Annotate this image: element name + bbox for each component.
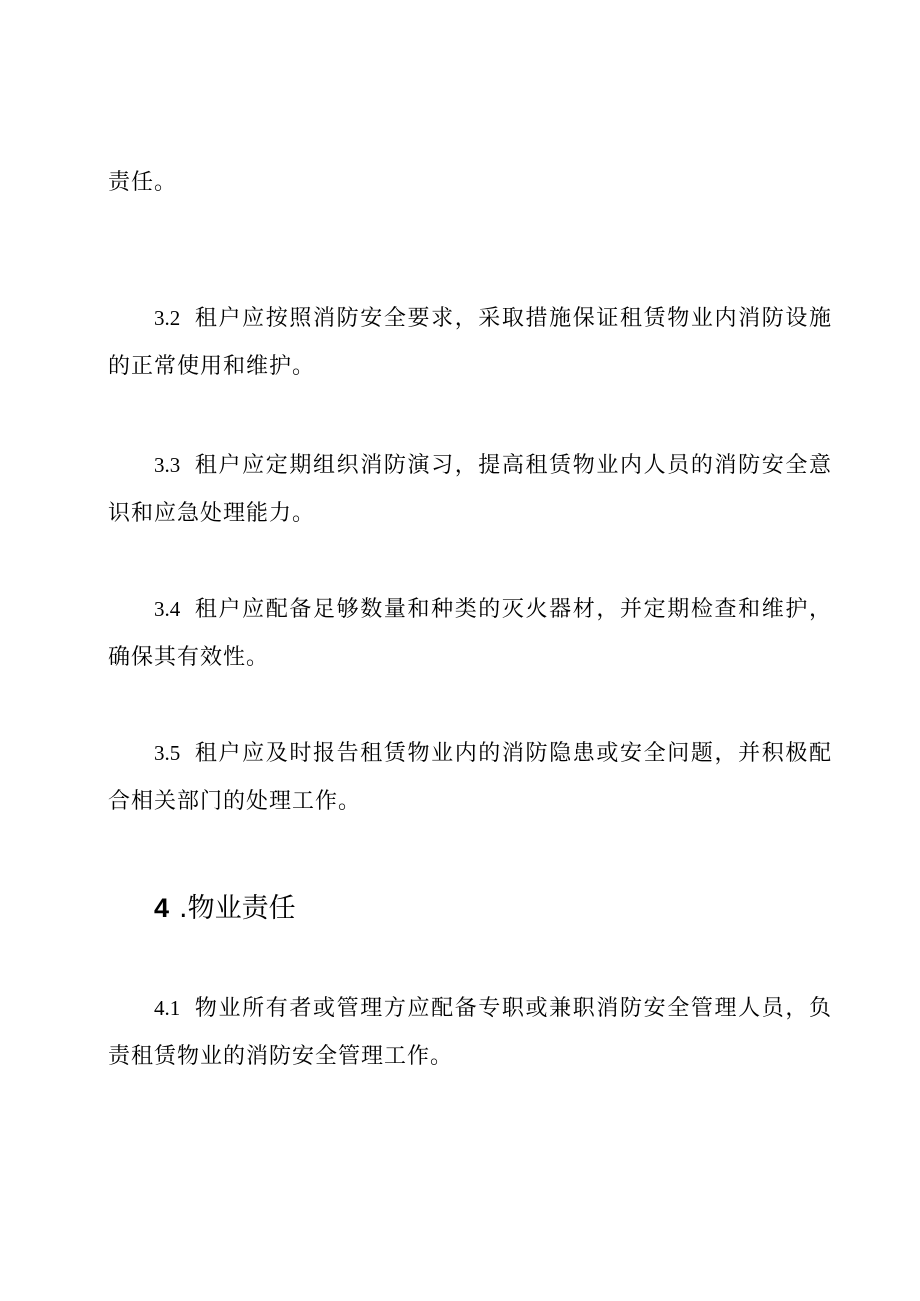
clause-number: 3.3 [154,453,181,477]
clause-text: 物业所有者或管理方应配备专职或兼职消防安全管理人员，负 [194,996,832,1021]
paragraph-fragment: 责任。 [108,170,178,195]
clause-3-4 [108,594,832,673]
clause-line-2: 合相关部门的处理工作。 [108,789,362,814]
clause-line-1 [108,303,832,334]
clause-number: 3.5 [154,741,181,765]
section-heading-4 [154,888,296,929]
clause-4-1 [108,993,832,1072]
section-title: .物业责任 [179,893,296,924]
clause-3-3 [108,450,832,529]
clause-text: 租户应及时报告租赁物业内的消防隐患或安全问题，并积极配 [194,741,832,766]
clause-line-1 [108,594,832,625]
clause-line-1 [108,738,832,769]
clause-text: 租户应配备足够数量和种类的灭火器材，并定期检查和维护， [194,597,832,622]
clause-3-2 [108,303,832,382]
clause-number: 3.4 [154,597,181,621]
clause-line-2: 责租赁物业的消防安全管理工作。 [108,1044,454,1069]
clause-line-2: 的正常使用和维护。 [108,354,316,379]
clause-line-1 [108,993,832,1024]
section-number: 4 [154,893,170,923]
clause-line-2: 识和应急处理能力。 [108,501,316,526]
clause-line-2: 确保其有效性。 [108,645,270,670]
clause-number: 3.2 [154,306,181,330]
clause-3-5 [108,738,832,817]
clause-text: 租户应定期组织消防演习，提高租赁物业内人员的消防安全意 [194,453,832,478]
clause-text: 租户应按照消防安全要求，采取措施保证租赁物业内消防设施 [194,306,832,331]
clause-number: 4.1 [154,996,181,1020]
clause-line-1 [108,450,832,481]
